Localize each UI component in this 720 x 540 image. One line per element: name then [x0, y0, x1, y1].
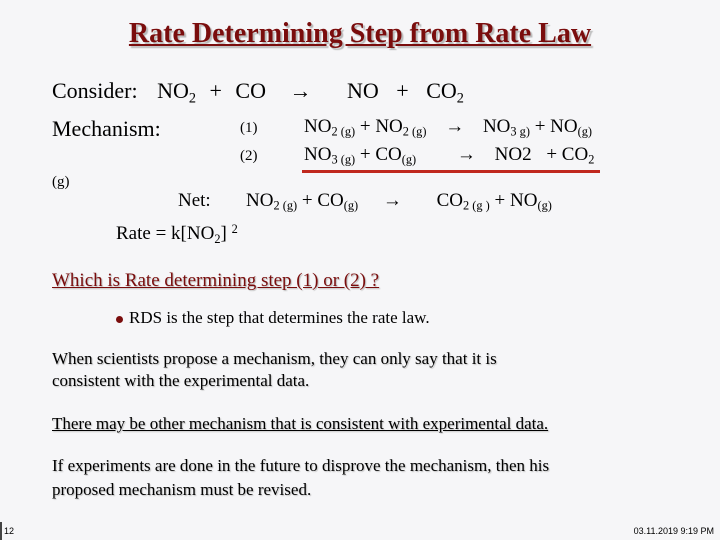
paragraph-1: When scientists propose a mechanism, they can only say that it is consistent with the experimental data.	[52, 349, 497, 390]
consider-line: Consider: $NO_2$ + CO → NO + $CO_2$	[52, 78, 464, 107]
slide-title: Rate Determining Step from Rate Law	[128, 18, 592, 49]
step2-arrow-icon: →	[456, 144, 476, 165]
step2-equation: $NO_{3 (g)} + CO_{(g)} \to NO2 + CO_2$	[304, 144, 595, 167]
question-text: Which is Rate determining step (1) or (2) ?	[52, 270, 380, 291]
bullet-item: RDS is the step that determines the rate law.	[116, 308, 430, 328]
page-number: 12	[4, 526, 15, 536]
net-arrow-icon: →	[382, 190, 402, 211]
step1-equation: $NO_{2 (g)} + NO_{2 (g)} \to NO_{3 g)} + NO_{(g)}$	[304, 116, 593, 139]
bullet-icon	[116, 316, 123, 323]
net-equation: $NO_{2 (g)} + CO_{(g)} \to CO_{2 (g )} + NO_{(g)}$	[246, 190, 552, 213]
cancel-line	[302, 170, 600, 173]
left-edge-bar	[0, 522, 2, 540]
paragraph-3: If experiments are done in the future to disprove the mechanism, then his proposed mechanism must be revised.	[52, 456, 550, 499]
reaction-arrow-icon: →	[289, 78, 312, 103]
paragraph-2: There may be other mechanism that is consistent with experimental data.	[52, 414, 549, 433]
timestamp: 03.11.2019 9:19 PM	[633, 526, 714, 536]
consider-label: Consider:	[52, 78, 138, 103]
mechanism-label: Mechanism:	[52, 116, 161, 141]
rate-law: Rate = $k[NO_2]$ $^2$	[116, 222, 238, 246]
stray-state-label: (g)	[52, 174, 70, 190]
step2-number: (2)	[240, 148, 258, 164]
step1-arrow-icon: →	[445, 116, 465, 137]
net-label: Net:	[178, 190, 211, 211]
step1-number: (1)	[240, 120, 258, 136]
